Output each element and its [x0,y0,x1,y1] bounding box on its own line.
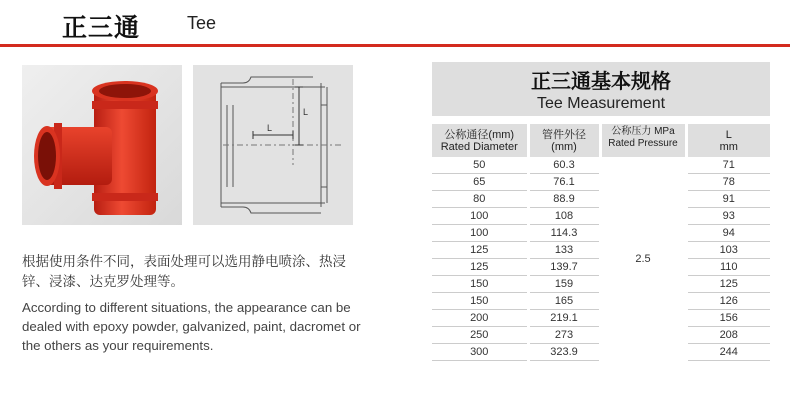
cell-rated-diameter: 80 [432,191,528,208]
cell-rated-diameter: 125 [432,242,528,259]
cell-length: 125 [686,276,770,293]
spec-table-title-en: Tee Measurement [536,95,666,112]
column-header-line: 公称压力 MPa [611,125,675,137]
table-row [432,157,770,174]
dimension-label-l: L [267,123,273,133]
cell-rated-diameter: 125 [432,259,528,276]
cell-outer-diameter: 60.3 [528,157,600,174]
page-title-cn: 正三通 [62,13,141,42]
cell-rated-diameter: 100 [432,225,528,242]
column-header-length [686,124,770,157]
column-header-line: 管件外径 [542,128,586,141]
cell-length: 91 [686,191,770,208]
dimension-label-l-vertical: L [303,107,309,117]
cell-outer-diameter: 76.1 [528,174,600,191]
spec-table [432,124,770,361]
cell-rated-diameter: 250 [432,327,528,344]
column-header-line: (mm) [551,140,577,153]
cell-rated-pressure [600,157,686,361]
cell-outer-diameter: 108 [528,208,600,225]
cell-outer-diameter: 323.9 [528,344,600,361]
cell-rated-diameter: 150 [432,276,528,293]
cell-outer-diameter: 88.9 [528,191,600,208]
column-header-outer-diameter [528,124,600,157]
cell-outer-diameter: 219.1 [528,310,600,327]
technical-drawing [193,65,353,225]
spec-table-heading [432,62,770,116]
cell-length: 126 [686,293,770,310]
cell-length: 94 [686,225,770,242]
cell-outer-diameter: 114.3 [528,225,600,242]
cell-length: 110 [686,259,770,276]
column-header-line: Rated Pressure [608,137,678,149]
product-photo [22,65,182,225]
cell-outer-diameter: 165 [528,293,600,310]
cell-rated-diameter: 300 [432,344,528,361]
cell-length: 78 [686,174,770,191]
tee-section-drawing [193,65,353,225]
column-header-line: mm [719,140,738,153]
tee-fitting-illustration [22,65,182,225]
cell-length: 103 [686,242,770,259]
cell-outer-diameter: 133 [528,242,600,259]
column-header-rated-pressure [600,124,686,157]
description-en: According to different situations, the appearance can be dealed with epoxy powder, galvanized, paint, dacromet or the others as your requirements. [22,300,361,353]
cell-length: 71 [686,157,770,174]
cell-rated-diameter: 200 [432,310,528,327]
column-header-line: 公称通径(mm) [444,128,515,141]
cell-length: 244 [686,344,770,361]
column-header-line: L [725,128,732,141]
cell-length: 156 [686,310,770,327]
cell-outer-diameter: 159 [528,276,600,293]
cell-rated-diameter: 65 [432,174,528,191]
column-header-line: Rated Diameter [440,140,518,153]
column-header-rated-diameter [432,124,528,157]
cell-length: 93 [686,208,770,225]
page-title-en: Tee [187,13,217,33]
cell-length: 208 [686,327,770,344]
cell-rated-diameter: 50 [432,157,528,174]
spec-table-title-cn: 正三通基本规格 [531,69,671,93]
cell-outer-diameter: 273 [528,327,600,344]
description-cn: 根据使用条件不同，表面处理可以选用静电喷涂、热浸锌、浸漆、达克罗处理等。 [22,254,346,290]
cell-outer-diameter: 139.7 [528,259,600,276]
cell-rated-diameter: 150 [432,293,528,310]
cell-rated-diameter: 100 [432,208,528,225]
spec-table-header-row [432,124,770,157]
rated-pressure-value: 2.5 [635,252,651,265]
header-divider [0,44,790,47]
